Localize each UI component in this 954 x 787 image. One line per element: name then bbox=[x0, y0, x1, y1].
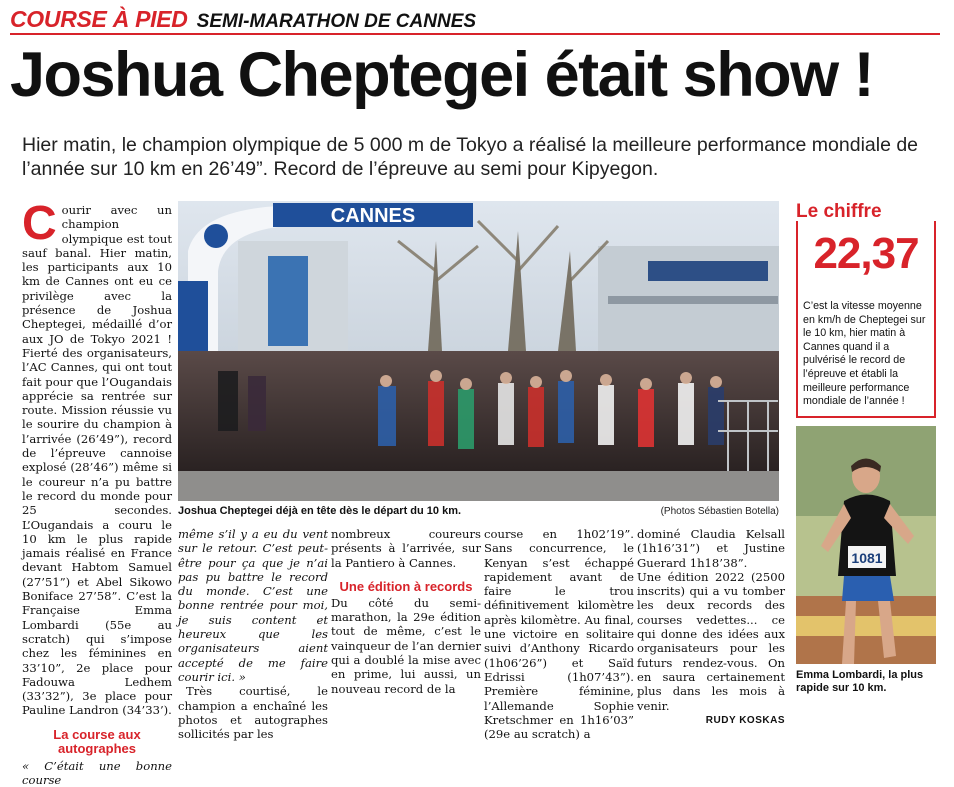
column-3-paragraph-1: nombreux coureurs présents à l’arrivée, sur la Pantiero à Cannes. bbox=[331, 527, 481, 570]
chiffre-number: 22,37 bbox=[813, 229, 919, 278]
column-5-paragraph-2: Une édition 2022 (2500 inscrits) qui a vu tomber les deux records des courses vedettes... ce qui donne des idées aux organisateurs pour les futurs rendez-vous. On en saura certainement plus dans les mois à venir. bbox=[637, 569, 785, 713]
main-photo-caption: Joshua Cheptegei déjà en tête dès le départ du 10 km. bbox=[178, 505, 462, 517]
side-photo bbox=[796, 426, 936, 664]
subhead-autographes: La course aux autographes bbox=[53, 726, 141, 756]
column-1-quote-start: « C’était une bonne course bbox=[22, 758, 172, 787]
side-photo-caption: Emma Lombardi, la plus rapide sur 10 km. bbox=[796, 669, 924, 694]
bib-number: 1081 bbox=[851, 550, 883, 566]
section-label: COURSE À PIED bbox=[10, 6, 188, 32]
column-2-paragraph: Très courtisé, le champion a enchaîné les photos et autographes sollicités par les bbox=[178, 684, 328, 742]
race-start-illustration bbox=[178, 201, 779, 501]
event-label: SEMI-MARATHON DE CANNES bbox=[196, 11, 477, 32]
drop-cap: C bbox=[22, 197, 57, 250]
arch-banner-text: CANNES bbox=[330, 205, 416, 227]
headline: Joshua Cheptegei était show ! bbox=[10, 40, 874, 110]
article-column-1 bbox=[22, 197, 172, 787]
runner-illustration bbox=[796, 426, 936, 664]
column-4-paragraph: course en 1h02’19”. Sans concurrence, le Kenyan s’est échappé rapidement avant de faire le trou définitivement kilomètre après kilomètre. Au final, une victoire en solitaire suivi d’Anthony Ricardo (1h06’26”) et Saïd Edrissi (1h07’43”). Première féminine, l’Allemande Sophie Kretschmer en 1h16’03” (29e au scratch) a bbox=[484, 527, 634, 742]
article-column-2 bbox=[178, 527, 328, 741]
main-photo bbox=[178, 201, 779, 501]
article-column-3 bbox=[331, 527, 481, 696]
column-3-paragraph-2: Du côté du semi-marathon, la 29e édition tout de même, c’est le vainqueur de l’an dernier qui a doublé la mise avec en prime, lui aussi, un nouveau record de la bbox=[331, 595, 481, 696]
author-byline: RUDY KOSKAS bbox=[705, 714, 785, 726]
column-1-paragraph: ourir avec un champion olympique est tout sauf banal. Hier matin, les participants aux 10 km de Cannes ont eu ce privilège avec la présence de Joshua Cheptegei, médaillé d’or aux JO de Tokyo 2021 ! Fierté des organisateurs, l’AC Cannes, qui ont tout fait pour que l’Ougandais apprécie sa rentrée sur route. Mission réussie vu le sourire du champion à l’arrivée (26’49”), record de l’épreuve cannoise explosé (28’46”) même si le coureur n’a pu battre le record du monde pour 25 secondes. L’Ougandais a couru le 10 km le plus rapide jamais réalisé en France devant Habtom Samuel (27’51”) et Abel Sikowo Boniface 27’58”. C’est la Française Emma Lombardi (55e au scratch) qui s’impose chez les féminines en 33’10”, 2e place pour Fadouwa Ledhem (33’32”), 3e place pour Pauline Landron (34’33’). bbox=[22, 203, 172, 718]
column-5-paragraph-1: dominé Claudia Kelsall (1h16’31”) et Justine Guerard 1h18’38”. bbox=[637, 527, 785, 570]
article-column-4 bbox=[484, 527, 634, 741]
section-kicker bbox=[10, 6, 476, 33]
kicker-rule bbox=[10, 33, 940, 35]
article-deck: Hier matin, le champion olympique de 5 000 m de Tokyo a réalisé la meilleure performance mondiale de l’année sur 10 km en 26’49”. Record de l’épreuve au semi pour Kipyegon. bbox=[22, 134, 919, 180]
chiffre-title: Le chiffre bbox=[796, 201, 882, 222]
chiffre-text: C’est la vitesse moyenne en km/h de Cheptegei sur le 10 km, hier matin à Cannes quand il a pulvérisé le record de l’épreuve et établi la meilleure performance mondiale de l’année ! bbox=[803, 300, 926, 408]
article-column-5 bbox=[637, 527, 785, 728]
subhead-records: Une édition à records bbox=[339, 578, 473, 594]
photo-credit: (Photos Sébastien Botella) bbox=[660, 506, 779, 517]
column-2-quote: même s’il y a eu du vent sur le retour. C’est peut-être pour ça que je n’ai pas pu battre le record du monde. C’est une bonne rentrée pour moi, je suis content et heureux que les organisateurs aient accepté de me faire courir ici. » bbox=[178, 527, 328, 684]
